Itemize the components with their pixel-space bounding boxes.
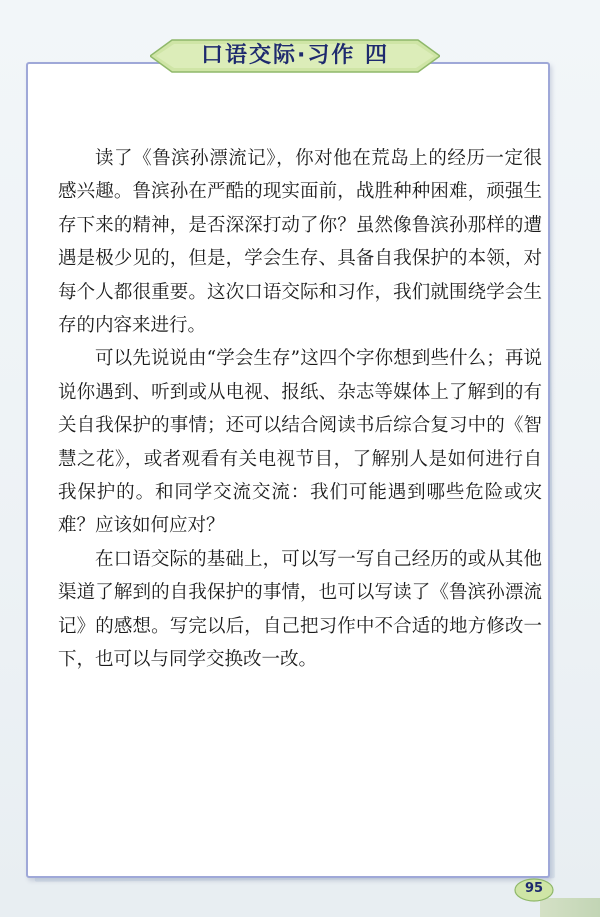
page-number-badge [512, 876, 556, 904]
paragraph-3: 在口语交际的基础上，可以写一写自己经历的或从其他渠道了解到的自我保护的事情，也可以写读了《鲁滨孙漂流记》的感想。写完以后，自己把习作中不合适的地方修改一下，也可以与同学交换改一改。 [58, 548, 542, 671]
lesson-body [58, 142, 542, 677]
lesson-title: 口语交际·习作 四 [200, 43, 390, 68]
lesson-banner [150, 38, 440, 74]
page-number: 95 [524, 881, 544, 896]
paragraph-2: 可以先说说由“学会生存”这四个字你想到些什么；再说说你遇到、听到或从电视、报纸、杂志等媒体上了解到的有关自我保护的事情；还可以结合阅读书后综合复习中的《智慧之花》，或者观看有关电视节目，了解别人是如何进行自我保护的。和同学交流交流：我们可能遇到哪些危险或灾难？应该如何应对？ [58, 348, 542, 537]
paragraph-1: 读了《鲁滨孙漂流记》，你对他在荒岛上的经历一定很感兴趣。鲁滨孙在严酷的现实面前，战胜种种困难，顽强生存下来的精神，是否深深打动了你？虽然像鲁滨孙那样的遭遇是极少见的，但是，学会生存、具备自我保护的本领，对每个人都很重要。这次口语交际和习作，我们就围绕学会生存的内容来进行。 [58, 148, 542, 337]
